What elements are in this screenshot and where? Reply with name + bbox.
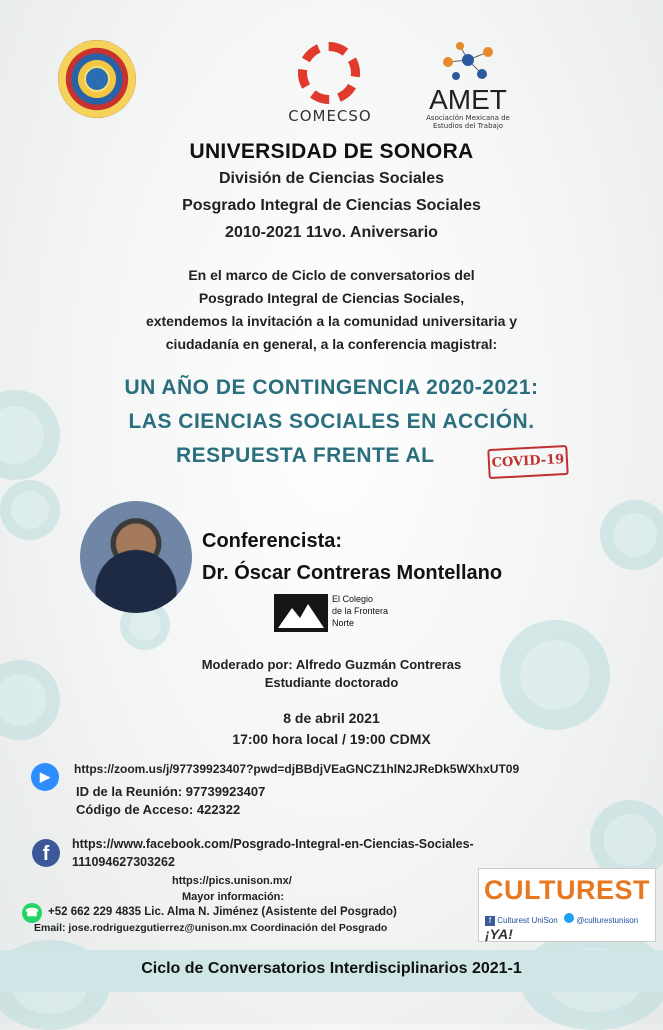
virus-decoration (0, 480, 60, 540)
facebook-link-line[interactable]: 111094627303262 (72, 855, 175, 869)
culturest-facebook-label: Culturest UniSon (497, 916, 558, 925)
whatsapp-icon: ☎ (22, 903, 42, 923)
culturest-logo (478, 868, 656, 942)
twitter-small-icon (564, 913, 574, 923)
division-title: División de Ciencias Sociales (219, 170, 444, 187)
zoom-access-code: Código de Acceso: 422322 (76, 802, 241, 817)
virus-decoration (600, 500, 663, 570)
culturest-twitter-label: @culturestunison (576, 916, 639, 925)
event-date: 8 de abril 2021 (283, 710, 380, 726)
anniversary-title: 2010-2021 11vo. Aniversario (225, 224, 438, 241)
culturest-brand: CULTUREST (484, 875, 650, 905)
conference-title-line: UN AÑO DE CONTINGENCIA 2020-2021: (124, 376, 539, 399)
amet-subtitle: Asociación Mexicana de Estudios del Trabajo (426, 114, 510, 130)
program-title: Posgrado Integral de Ciencias Sociales (182, 197, 481, 214)
intro-line: ciudadanía en general, a la conferencia magistral: (165, 336, 498, 352)
moderator-line: Moderado por: Alfredo Guzmán Contreras (201, 657, 462, 672)
covid-stamp: COVID-19 (487, 445, 568, 479)
event-time: 17:00 hora local / 19:00 CDMX (232, 731, 431, 747)
intro-line: En el marco de Ciclo de conversatorios del (188, 267, 475, 283)
footer-title: Ciclo de Conversatorios Interdisciplinarios 2021-1 (141, 960, 522, 977)
conference-title-line: LAS CIENCIAS SOCIALES EN ACCIÓN. (128, 410, 535, 433)
comecso-logo-icon (298, 42, 360, 104)
intro-line: extendemos la invitación a la comunidad universitaria y (145, 313, 518, 329)
zoom-icon: ▶ (31, 763, 59, 791)
culturest-social-row (485, 913, 651, 942)
amet-label: AMET (429, 84, 507, 115)
whatsapp-contact: +52 662 229 4835 Lic. Alma N. Jiménez (Asistente del Posgrado) (48, 906, 397, 918)
email-contact: Email: jose.rodriguezgutierrez@unison.mx Coordinación del Posgrado (34, 922, 388, 934)
zoom-meeting-id: ID de la Reunión: 97739923407 (76, 784, 266, 799)
conference-title-line: RESPUESTA FRENTE AL (176, 444, 435, 467)
moderator-role: Estudiante doctorado (264, 675, 399, 690)
culturest-slogan: ¡YA! (485, 926, 513, 942)
speaker-label: Conferencista: (202, 530, 343, 552)
colef-logo-icon (274, 594, 328, 632)
pics-link[interactable]: https://pics.unison.mx/ (172, 875, 292, 887)
virus-decoration (0, 390, 60, 480)
zoom-link[interactable]: https://zoom.us/j/97739923407?pwd=djBBdjVEaGNCZ1hlN2JReDk5WXhxUT09 (74, 762, 520, 776)
universidad-de-sonora-seal (58, 40, 136, 118)
facebook-icon: f (32, 839, 60, 867)
facebook-small-icon: f (485, 916, 495, 926)
facebook-link-line[interactable]: https://www.facebook.com/Posgrado-Integral-en-Ciencias-Sociales- (72, 837, 474, 851)
comecso-label: COMECSO (288, 107, 372, 125)
university-title: UNIVERSIDAD DE SONORA (189, 140, 474, 163)
speaker-photo (80, 501, 192, 613)
speaker-name: Dr. Óscar Contreras Montellano (202, 562, 503, 584)
intro-line: Posgrado Integral de Ciencias Sociales, (198, 290, 465, 306)
amet-logo-icon (438, 40, 498, 84)
colef-label: El Colegio de la Frontera Norte (332, 594, 389, 628)
more-info-label: Mayor información: (182, 891, 285, 903)
virus-decoration (0, 660, 60, 740)
